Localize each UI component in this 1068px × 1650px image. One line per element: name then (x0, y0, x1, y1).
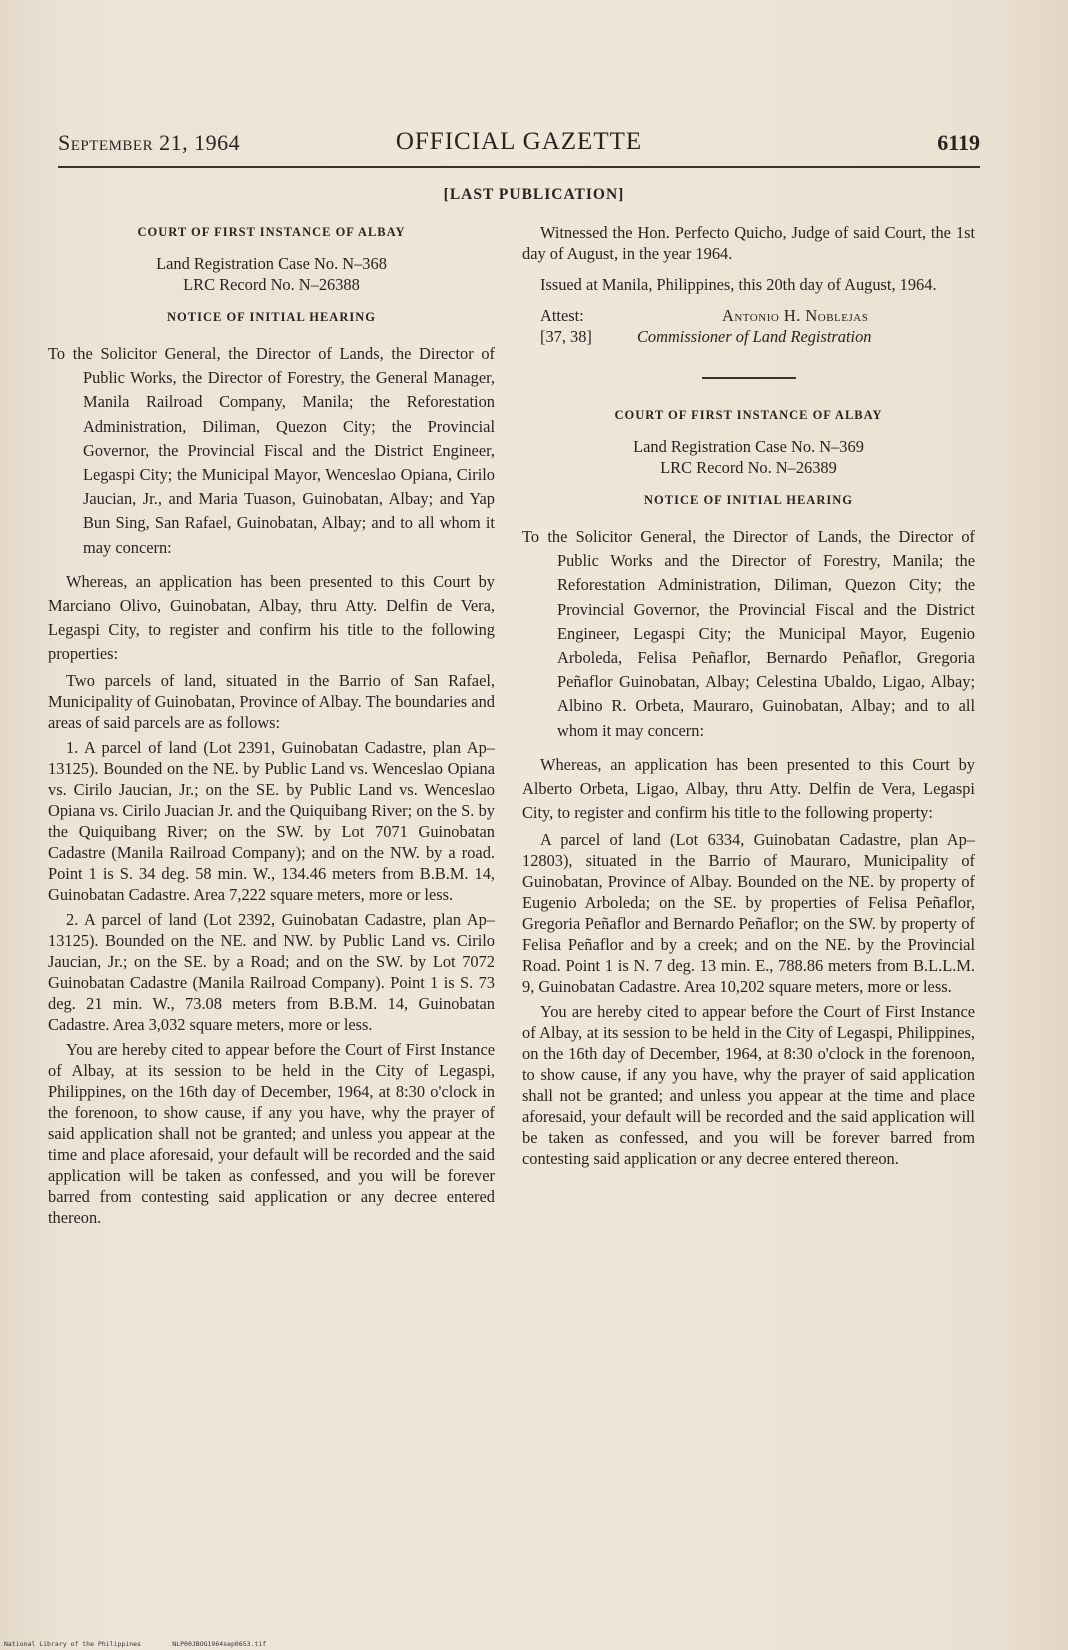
page-number: 6119 (937, 130, 980, 155)
header-date: September 21, 1964 (58, 130, 241, 155)
notice2-parcel: A parcel of land (Lot 6334, Guinobatan Cadastre, plan Ap–12803), situated in the Barrio of Mauraro, Municipality of Guinobatan, Province of Albay. Bounded on the NE. by property of Eugenio Arboleda; on the SE. by properties of Felisa Peñaflor, Gregoria Peñaflor and Bernardo Peñaflor; on the SW. by property of Felisa Peñaflor and by a creek; and on the NE. by the Provincial Road. Point 1 is N. 7 deg. 13 min. E., 788.86 meters from B.L.L.M. 9, Guinobatan Cadastre. Area 10,202 square meters, more or less. (522, 829, 975, 996)
notice1-case-no: Land Registration Case No. N–368 (156, 254, 387, 273)
attest-title: Commissioner of Land Registration (637, 327, 872, 346)
notice1-record-no: LRC Record No. N–26388 (183, 275, 360, 294)
header-title: OFFICIAL GAZETTE (395, 128, 643, 155)
last-publication-label: [LAST PUBLICATION] (443, 186, 625, 203)
notice1-parcel-1: 1. A parcel of land (Lot 2391, Guinobatan Cadastre, plan Ap–13125). Bounded on the NE. by Public Land vs. Wenceslao Opiana vs. Cirilo Jaucian, Jr.; on the SE. by Public Land vs. Wenceslao Opiana vs. Cirilo Juacian Jr. and the Quiquibang River; on the S. by the Quiquibang River; on the SW. by Lot 7071 Guinobatan Cadastre (Manila Railroad Company); and on the NW. by a road. Point 1 is S. 34 deg. 58 min. W., 134.46 meters from B.B.M. 14, Guinobatan Cadastre. Area 7,222 square meters, more or less. (48, 737, 495, 904)
notice1-attestation (522, 305, 975, 349)
notice2-whereas: Whereas, an application has been presented to this Court by Alberto Orbeta, Ligao, Albay, thru Atty. Delfin de Vera, Legaspi City, to register and confirm his title to the following property: (522, 754, 975, 822)
notice1-witnessed: Witnessed the Hon. Perfecto Quicho, Judge of said Court, the 1st day of August, in the year 1964. (522, 223, 975, 263)
notice1-heading: NOTICE OF INITIAL HEARING (167, 310, 376, 324)
notice1-cited: You are hereby cited to appear before the Court of First Instance of Albay, at its session to be held in the City of Legaspi, Philippines, on the 16th day of December, 1964, at 8:30 o'clock in the forenoon, to show cause, if any you have, why the prayer of said application shall not be granted; and unless you appear at the time and place aforesaid, your default will be recorded and the said application will be taken as confessed, and you will be forever barred from contesting said application or any decree entered thereon. (48, 1039, 495, 1227)
header-rule (58, 166, 980, 168)
notice1-issued: Issued at Manila, Philippines, this 20th day of August, 1964. (540, 275, 937, 294)
notice1-court: COURT OF FIRST INSTANCE OF ALBAY (137, 225, 406, 239)
notice2-record-no: LRC Record No. N–26389 (660, 458, 837, 477)
attest-refs: [37, 38] (540, 327, 592, 346)
notice1-addressee: To the Solicitor General, the Director of Lands, the Director of Public Works, the Director of Forestry, the General Manager, Manila Railroad Company, Manila; the Reforestation Administration, Diliman, Quezon City; the Provincial Governor, the Provincial Fiscal and the District Engineer, Legaspi City; the Municipal Mayor, Wenceslao Opiana, Cirilo Jaucian, Jr., and Maria Tuason, Guinobatan, Albay; and Yap Bun Sing, San Rafael, Guinobatan, Albay; and to all whom it may concern: (48, 344, 495, 557)
notice2-court: COURT OF FIRST INSTANCE OF ALBAY (614, 408, 883, 422)
attest-label: Attest: (540, 306, 584, 325)
notice2-addressee: To the Solicitor General, the Director of Lands, the Director of Public Works and the Director of Forestry, Manila; the Reforestation Administration, Diliman, Quezon City; the Provincial Governor, the Provincial Fiscal and the District Engineer, Legaspi City; the Municipal Mayor, Eugenio Arboleda, Felisa Peñaflor, Bernardo Peñaflor, Gregoria Peñaflor Guinobatan, Albay; Celestina Ubaldo, Ligao, Albay; Albino R. Orbeta, Mauraro, Guinobatan, Albay; and to all whom it may concern: (522, 527, 975, 740)
right-column (522, 222, 975, 1173)
notice-separator (702, 377, 796, 379)
notice2-case-no: Land Registration Case No. N–369 (633, 437, 864, 456)
scan-footer (4, 1640, 266, 1648)
notice1-parcels-intro: Two parcels of land, situated in the Barrio of San Rafael, Municipality of Guinobatan, Province of Albay. The boundaries and areas of said parcels are as follows: (48, 670, 495, 732)
footer-source: National Library of the Philippines (4, 1640, 141, 1648)
attest-name: Antonio H. Noblejas (722, 306, 869, 325)
footer-file: NLP00JBOG1964sep0653.tif (172, 1640, 267, 1648)
notice2-cited: You are hereby cited to appear before the Court of First Instance of Albay, at its session to be held in the City of Legaspi, Philippines, on the 16th day of December, 1964, at 8:30 o'clock in the forenoon, to show cause, if any you have, why the prayer of said application shall not be granted; and unless you appear at the time and place aforesaid, your default will be recorded and the said application will be taken as confessed, and you will be forever barred from contesting said application or any decree entered thereon. (522, 1001, 975, 1168)
page-header (58, 128, 980, 164)
notice1-parcel-2: 2. A parcel of land (Lot 2392, Guinobatan Cadastre, plan Ap–13125). Bounded on the NE. and NW. by Public Land vs. Cirilo Jaucian, Jr.; on the SE. by a Road; and on the SW. by Lot 7072 Guinobatan Cadastre (Manila Railroad Company). Point 1 is S. 73 deg. 21 min. W., 73.08 meters from B.B.M. 14, Guinobatan Cadastre. Area 3,032 square meters, more or less. (48, 909, 495, 1034)
notice1-whereas: Whereas, an application has been presented to this Court by Marciano Olivo, Guinobatan, Albay, thru Atty. Delfin de Vera, Legaspi City, to register and confirm his title to the following properties: (48, 571, 495, 663)
left-column (48, 222, 495, 1232)
notice2-heading: NOTICE OF INITIAL HEARING (644, 493, 853, 507)
